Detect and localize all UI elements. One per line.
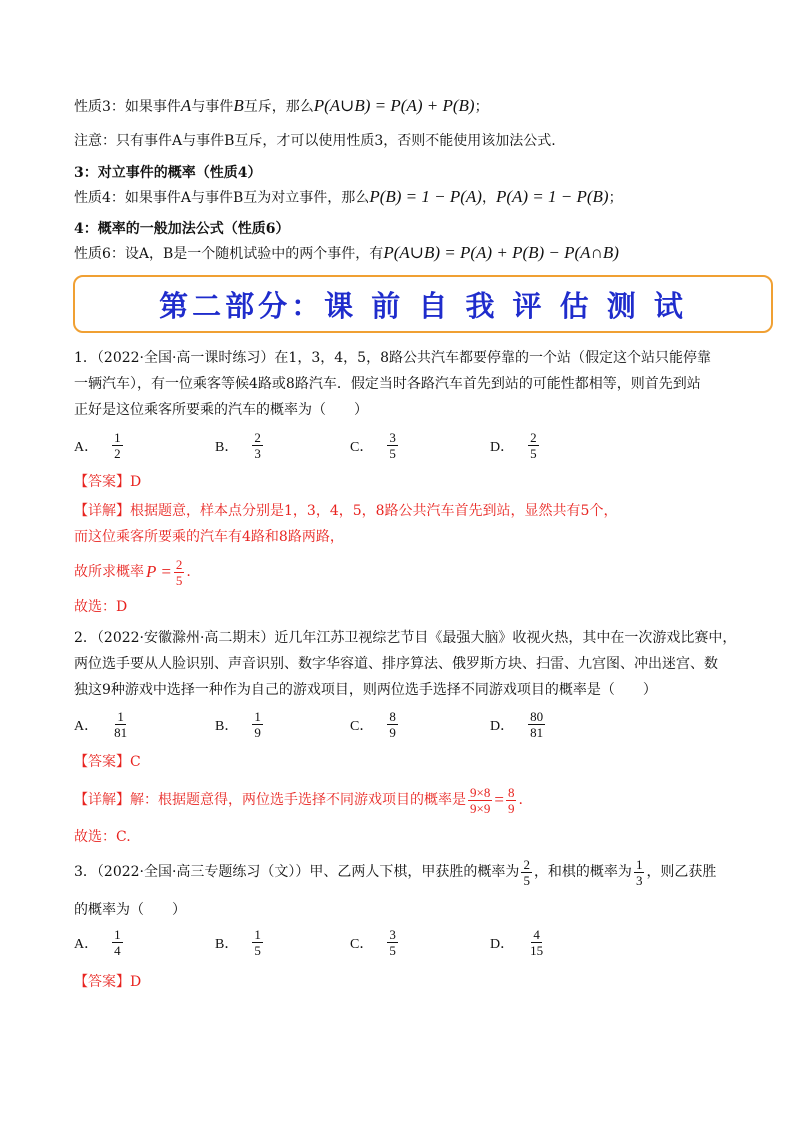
fraction: $\frac{8}{9}$ xyxy=(389,709,396,740)
q1-line-3: 正好是这位乘客所要乘的汽车的概率为（ ） xyxy=(74,402,368,418)
q3-option-b[interactable]: B． $\frac{1}{5}$ xyxy=(215,927,261,958)
fraction: $\frac{1}{2}$ xyxy=(114,430,121,461)
q1-option-a[interactable]: A． $\frac{1}{2}$ xyxy=(74,430,121,461)
q1-option-d[interactable]: D． $\frac{2}{5}$ xyxy=(490,430,537,461)
q2-option-c[interactable]: C． $\frac{8}{9}$ xyxy=(350,709,396,740)
q1-choose: 故选：D xyxy=(74,599,128,615)
fraction: $\frac{3}{5}$ xyxy=(389,430,396,461)
q1-option-c[interactable]: C． $\frac{3}{5}$ xyxy=(350,430,396,461)
q2-detail: 【详解】解：根据题意得，两位选手选择不同游戏项目的概率是 $\frac{9\times 8}{9\times 9}$ = $\frac{8}{9}$ . xyxy=(74,784,523,816)
fraction: $\frac{2}{3}$ xyxy=(254,430,261,461)
fraction: $\frac{2}{5}$ xyxy=(523,856,530,888)
banner-title: 第二部分：课 前 自 我 评 估 测 试 xyxy=(159,288,687,323)
q2-line-2: 两位选手要从人脸识别、声音识别、数字华容道、排序算法、俄罗斯方块、扫雷、九宫图、冲出迷宫、数 xyxy=(74,656,718,672)
property-4: 性质4：如果事件A与事件B互为对立事件，那么P(B) = 1 − P(A)，P(A) = 1 − P(B)； xyxy=(74,187,623,206)
q2-line-3: 独这9种游戏中选择一种作为自己的游戏项目，则两位选手选择不同游戏项目的概率是（ ） xyxy=(74,682,657,698)
formula-p3: P(A∪B) = P(A) + P(B) xyxy=(313,96,475,115)
q3-answer: 【答案】D xyxy=(74,974,142,990)
formula-p4-2: P(A) = 1 − P(B) xyxy=(495,187,609,206)
q3-option-a[interactable]: A． $\frac{1}{4}$ xyxy=(74,927,121,958)
q2-option-d[interactable]: D． $\frac{80}{81}$ xyxy=(490,709,544,740)
fraction: $\frac{2}{5}$ xyxy=(530,430,537,461)
q2-option-a[interactable]: A． $\frac{1}{81}$ xyxy=(74,709,128,740)
q3-line-2: 的概率为（ ） xyxy=(74,902,186,918)
fraction: $\frac{1}{4}$ xyxy=(114,927,121,958)
fraction: $\frac{9\times 8}{9\times 9}$ xyxy=(470,784,491,816)
fraction: $\frac{2}{5}$ xyxy=(175,556,183,588)
heading-4: 4：概率的一般加法公式（性质6） xyxy=(74,221,290,237)
formula-p4-1: P(B) = 1 − P(A) xyxy=(369,187,482,206)
fraction: $\frac{1}{3}$ xyxy=(635,856,643,888)
fraction: $\frac{1}{9}$ xyxy=(254,709,261,740)
q1-detail-3: 故所求概率 P = $\frac{2}{5}$ . xyxy=(74,556,191,588)
q1-detail-1: 【详解】根据题意，样本点分别是1，3，4，5，8路公共汽车首先到站，显然共有5个， xyxy=(74,503,618,519)
fraction: $\frac{8}{9}$ xyxy=(507,784,515,816)
q1-detail-2: 而这位乘客所要乘的汽车有4路和8路两路， xyxy=(74,529,344,545)
section-banner xyxy=(73,275,773,333)
note: 注意：只有事件A与事件B互斥，才可以使用性质3，否则不能使用该加法公式. xyxy=(74,133,556,149)
fraction: $\frac{3}{5}$ xyxy=(389,927,396,958)
q2-answer: 【答案】C xyxy=(74,754,141,770)
fraction: $\frac{1}{5}$ xyxy=(254,927,261,958)
q3-option-d[interactable]: D． $\frac{4}{15}$ xyxy=(490,927,544,958)
q1-answer: 【答案】D xyxy=(74,474,142,490)
q2-option-b[interactable]: B． $\frac{1}{9}$ xyxy=(215,709,261,740)
q1-line-1: 1．（2022·全国·高一课时练习）在1，3，4，5，8路公共汽车都要停靠的一个站（假定这个站只能停靠 xyxy=(74,350,711,366)
property-3: 性质3：如果事件A与事件B互斥，那么P(A∪B) = P(A) + P(B)； xyxy=(74,96,489,115)
heading-3: 3：对立事件的概率（性质4） xyxy=(74,165,262,181)
fraction: $\frac{80}{81}$ xyxy=(530,709,544,740)
fraction: $\frac{4}{15}$ xyxy=(530,927,544,958)
fraction: $\frac{1}{81}$ xyxy=(114,709,128,740)
q1-option-b[interactable]: B． $\frac{2}{3}$ xyxy=(215,430,261,461)
q3-line-1: 3．（2022·全国·高三专题练习（文））甲、乙两人下棋，甲获胜的概率为 $\frac{2}{5}$ ，和棋的概率为 $\frac{1}{3}$ ，则乙获胜 xyxy=(74,856,717,888)
q2-line-1: 2．（2022·安徽滁州·高二期末）近几年江苏卫视综艺节目《最强大脑》收视火热，其中在一次游戏比赛中， xyxy=(74,630,737,646)
q3-option-c[interactable]: C． $\frac{3}{5}$ xyxy=(350,927,396,958)
q1-line-2: 一辆汽车），有一位乘客等候4路或8路汽车．假定当时各路汽车首先到站的可能性都相等，则首先到站 xyxy=(74,376,701,392)
property-6: 性质6：设A，B是一个随机试验中的两个事件，有P(A∪B) = P(A) + P(B) − P(A∩B) xyxy=(74,243,619,262)
q2-choose: 故选：C. xyxy=(74,829,131,845)
formula-p6: P(A∪B) = P(A) + P(B) − P(A∩B) xyxy=(383,243,619,262)
